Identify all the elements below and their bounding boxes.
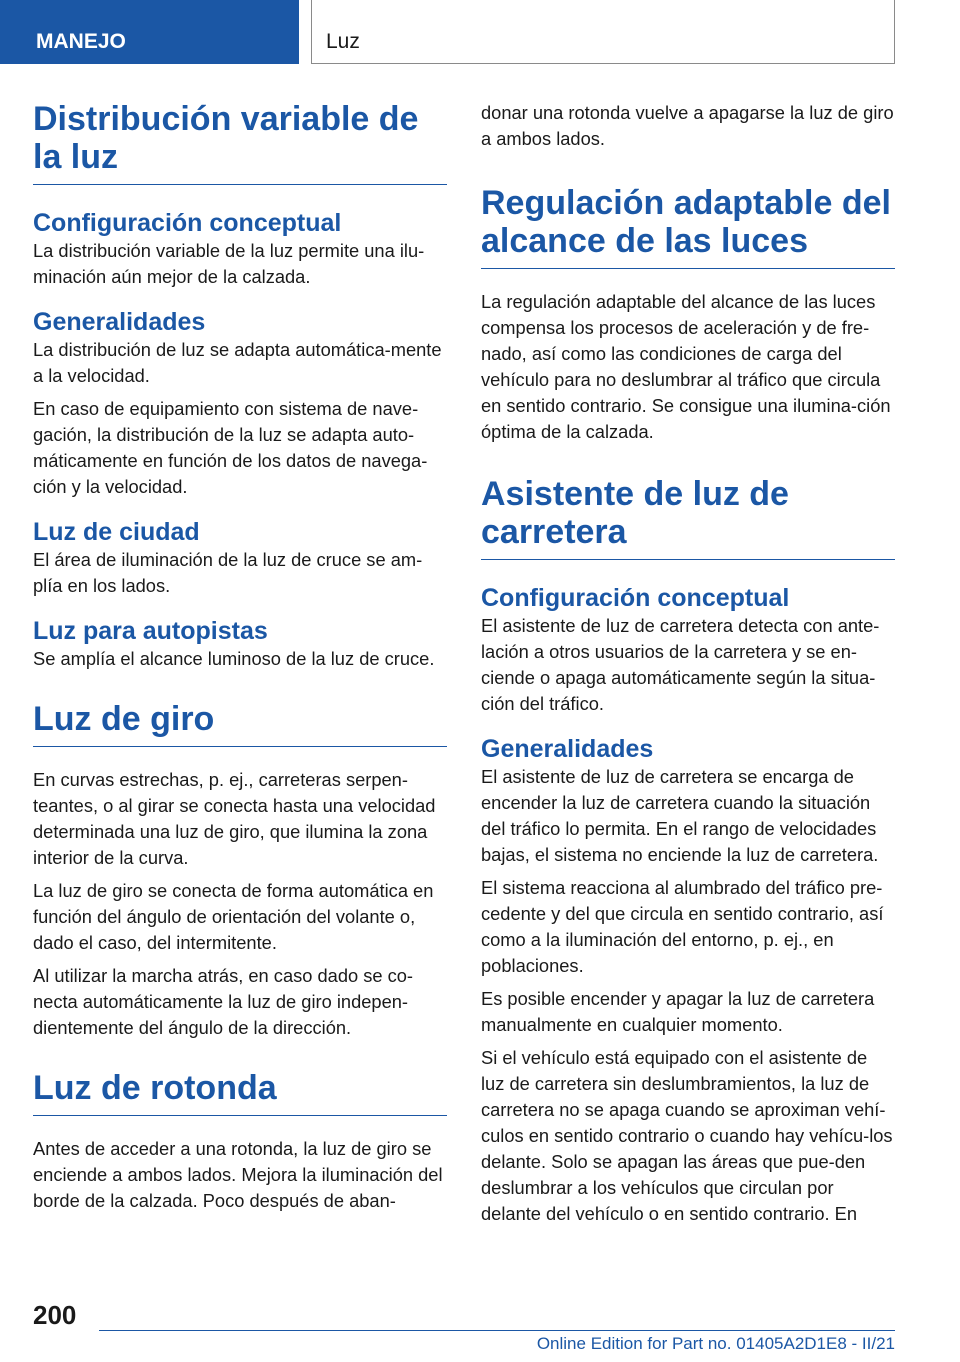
paragraph: donar una rotonda vuelve a apagarse la luz de giro a ambos lados. — [481, 102, 894, 149]
page-number: 200 — [33, 1300, 77, 1330]
subheading-city-light: Luz de ciudad — [33, 518, 200, 546]
subheading-concept: Configuración conceptual — [33, 209, 342, 237]
subheading-general: Generalidades — [33, 308, 206, 336]
right-column — [481, 100, 895, 1234]
paragraph: Si el vehículo está equipado con el asistente de luz de carretera sin deslumbramientos, la luz de carretera no se apaga cuando se aproximan vehí-culos en sentido contrario o cuando hay vehícu-los delante. Solo se apagan las áreas que pue-den deslumbrar a los vehículos que circulan por delante del vehículo o en sentido contrario. En — [481, 1047, 893, 1224]
paragraph: El sistema reacciona al alumbrado del tráfico pre-cedente y del que circula en sentido contrario, así como a la iluminación del entorno, p. ej., en poblaciones. — [481, 877, 884, 976]
left-column — [33, 100, 447, 1221]
paragraph: La luz de giro se conecta de forma automática en función del ángulo de orientación del volante o, dado el caso, del intermitente. — [33, 880, 434, 953]
subheading-general: Generalidades — [481, 735, 654, 763]
heading-turn-light: Luz de giro — [33, 700, 447, 747]
edition-note: Online Edition for Part no. 01405A2D1E8 - II/21 — [536, 1334, 895, 1353]
footer-divider — [99, 1330, 895, 1331]
chapter-box — [311, 0, 895, 64]
paragraph: La distribución variable de la luz permite una ilu-minación aún mejor de la calzada. — [33, 240, 425, 287]
paragraph: El área de iluminación de la luz de cruce se am-plía en los lados. — [33, 549, 423, 596]
heading-high-beam-assistant: Asistente de luz de carretera — [481, 475, 895, 560]
section-label: MANEJO — [36, 30, 126, 53]
paragraph: El asistente de luz de carretera detecta con ante-lación a otros usuarios de la carretera y se en-ciende o apaga automáticamente según la situa-ción del tráfico. — [481, 615, 880, 714]
paragraph: Antes de acceder a una rotonda, la luz de giro se enciende a ambos lados. Mejora la iluminación del borde de la calzada. Poco después de aban- — [33, 1138, 443, 1211]
heading-variable-light: Distribución variable de la luz — [33, 100, 447, 185]
paragraph: En curvas estrechas, p. ej., carreteras serpen-teantes, o al girar se conecta hasta una velocidad determinada una luz de giro, que ilumina la zona interior de la curva. — [33, 769, 436, 868]
paragraph: La regulación adaptable del alcance de las luces compensa los procesos de aceleración y de fre-nado, así como las condiciones de carga del vehículo para no deslumbrar al tráfico que circula en sentido contrario. Se consigue una ilumina-ción óptima de la calzada. — [481, 291, 891, 442]
subheading-highway-light: Luz para autopistas — [33, 617, 268, 645]
subheading-concept: Configuración conceptual — [481, 584, 790, 612]
heading-roundabout-light: Luz de rotonda — [33, 1069, 447, 1116]
chapter-label: Luz — [326, 30, 360, 53]
paragraph: Es posible encender y apagar la luz de carretera manualmente en cualquier momento. — [481, 988, 875, 1035]
paragraph: Al utilizar la marcha atrás, en caso dado se co-necta automáticamente la luz de giro indepen-dientemente del ángulo de la dirección. — [33, 965, 414, 1038]
paragraph: En caso de equipamiento con sistema de nave-gación, la distribución de la luz se adapta auto-máticamente en función de los datos de navega-ción y la velocidad. — [33, 398, 428, 497]
section-tab — [0, 0, 299, 64]
heading-adaptive-range: Regulación adaptable del alcance de las luces — [481, 184, 895, 269]
paragraph: La distribución de luz se adapta automática-mente a la velocidad. — [33, 339, 442, 386]
paragraph: Se amplía el alcance luminoso de la luz de cruce. — [33, 648, 435, 669]
paragraph: El asistente de luz de carretera se encarga de encender la luz de carretera cuando la situación del tráfico lo permita. En el rango de velocidades bajas, el sistema no enciende la luz de carretera. — [481, 766, 879, 865]
